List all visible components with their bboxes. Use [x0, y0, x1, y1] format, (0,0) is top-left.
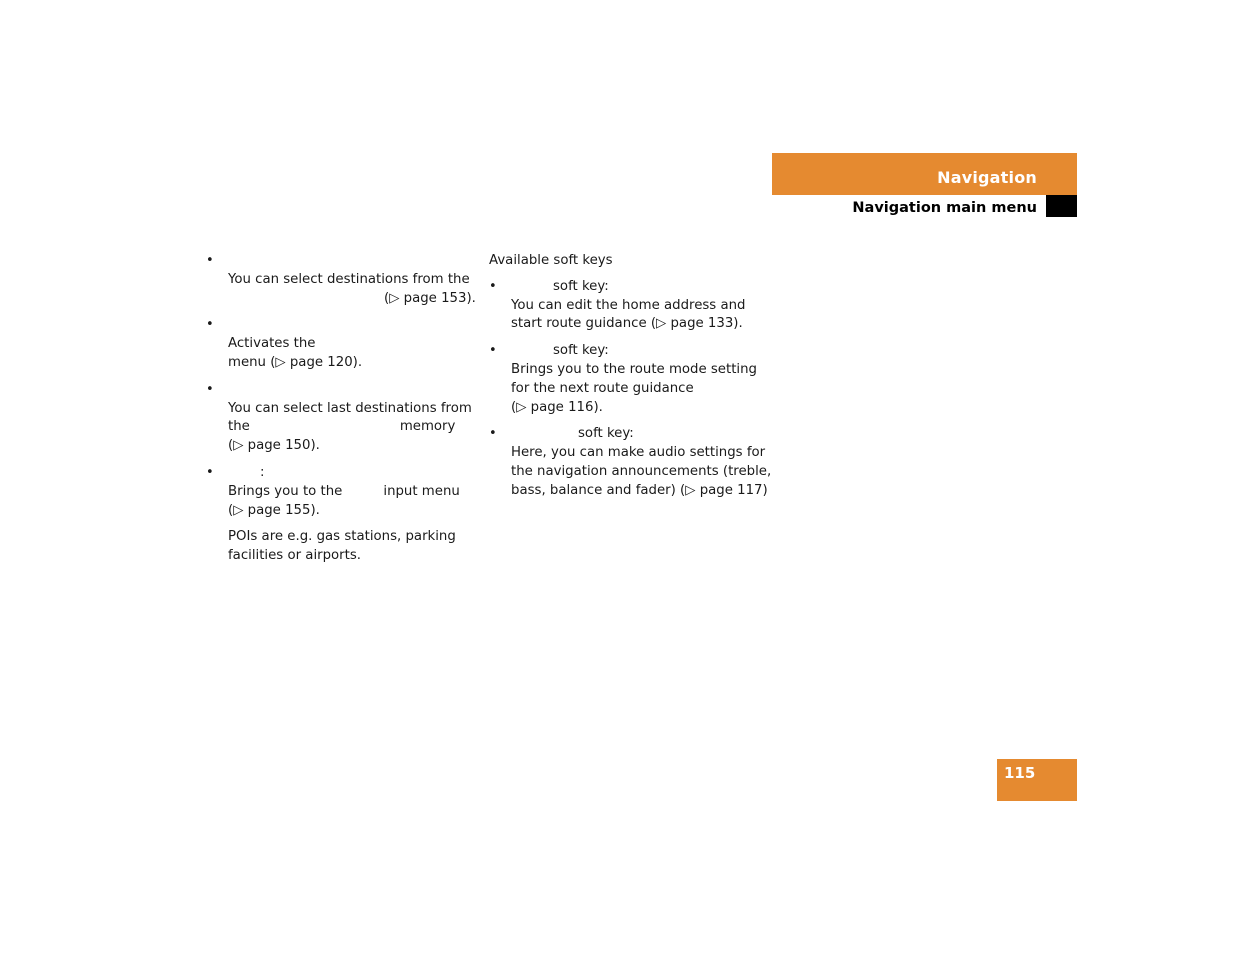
bullet-icon: •	[206, 381, 214, 397]
list-item	[206, 252, 474, 308]
item-heading	[511, 278, 757, 297]
soft-key-label: soft key:	[553, 278, 609, 294]
bullet-icon: •	[489, 278, 497, 294]
list-item	[489, 425, 772, 500]
section-marker	[1046, 195, 1077, 217]
item-text-row	[228, 483, 474, 502]
item-text: Brings you to the	[228, 483, 343, 499]
item-text: bass, balance and fader) (▷ page 117)	[511, 482, 768, 498]
item-text: for the next route guidance	[511, 380, 694, 396]
subsection-title: Navigation main menu	[852, 200, 1037, 216]
item-text: You can select last destinations from	[228, 400, 472, 416]
list-item	[489, 342, 757, 417]
page-number: 115	[1004, 764, 1036, 782]
item-text: (▷ page 150).	[228, 438, 320, 454]
left-column	[206, 252, 474, 566]
note-text: facilities or airports.	[228, 548, 362, 564]
item-text: Activates the	[228, 336, 316, 352]
item-text: (▷ page 155).	[228, 502, 320, 518]
note-text: POIs are e.g. gas stations, parking	[228, 529, 456, 545]
item-text: Here, you can make audio settings for	[511, 445, 766, 461]
item-heading	[228, 464, 474, 483]
bullet-icon: •	[206, 317, 214, 333]
list-item	[489, 278, 757, 334]
item-text: memory	[399, 419, 456, 435]
item-text: (▷ page 153).	[384, 290, 476, 306]
right-column	[489, 252, 772, 509]
item-heading	[511, 342, 757, 361]
item-text-row	[228, 418, 474, 437]
bullet-icon: •	[489, 426, 497, 442]
bullet-icon: •	[206, 464, 214, 480]
bullet-icon: •	[489, 343, 497, 359]
soft-key-label: soft key:	[553, 343, 609, 359]
bullet-icon: •	[206, 253, 214, 268]
list-item	[206, 464, 474, 520]
item-text: the navigation announcements (treble,	[511, 463, 772, 479]
page-number-box	[997, 759, 1077, 801]
item-text: (▷ page 116).	[511, 399, 603, 415]
item-text: the	[228, 419, 250, 435]
item-heading	[228, 316, 474, 335]
soft-keys-heading: Available soft keys	[489, 253, 613, 268]
item-text: You can edit the home address and	[511, 297, 746, 313]
section-tab	[772, 153, 1077, 195]
section-title: Navigation	[937, 168, 1037, 187]
item-text: start route guidance (▷ page 133).	[511, 316, 743, 332]
item-heading-suffix: :	[260, 464, 265, 480]
note	[206, 528, 474, 566]
item-text: input menu	[383, 483, 460, 499]
item-heading	[228, 252, 474, 271]
item-text: Brings you to the route mode setting	[511, 361, 757, 377]
item-heading	[511, 425, 757, 444]
item-text: You can select destinations from the	[228, 271, 470, 287]
list-item	[206, 316, 474, 372]
item-heading	[228, 381, 474, 400]
item-text: menu (▷ page 120).	[228, 354, 363, 370]
list-item	[206, 381, 474, 456]
soft-key-label: soft key:	[578, 426, 634, 442]
